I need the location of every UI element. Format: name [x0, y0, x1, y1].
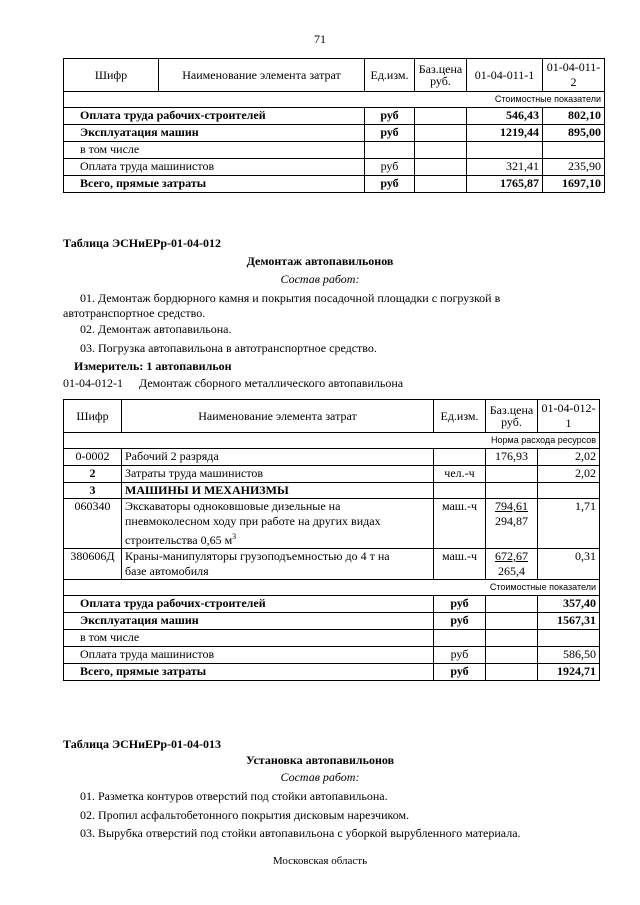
t2-header-unit: Ед.изм.	[434, 400, 486, 433]
page-footer: Московская область	[272, 855, 368, 867]
table-row: 0-0002 Рабочий 2 разряда 176,93 2,02	[64, 449, 600, 466]
table-row: Всего, прямые затраты руб 1765,87 1697,10	[64, 176, 605, 193]
table-label-013: Таблица ЭСНиЕРр-01-04-013	[63, 737, 222, 751]
t1-header-code: Шифр	[64, 59, 159, 92]
table-row: 380606Д Краны-манипуляторы грузоподъемностью до 4 т на базе автомобиля маш.-ч 672,67 265,4 0,31	[64, 549, 600, 580]
table-label-012: Таблица ЭСНиЕРр-01-04-012	[63, 236, 222, 250]
t2-subheader-cost: Стоимостные показатели	[64, 580, 600, 596]
t1-header-base-price: Баз.цена руб.	[415, 59, 467, 92]
t2-header-code: Шифр	[64, 400, 122, 433]
t1-header-name: Наименование элемента затрат	[159, 59, 365, 92]
table-row: Оплата труда машинистов руб 321,41 235,90	[64, 159, 605, 176]
table-row: 3 МАШИНЫ И МЕХАНИЗМЫ	[64, 483, 600, 499]
table1	[63, 58, 605, 193]
table-row: Оплата труда рабочих-строителей руб 357,40	[64, 596, 600, 613]
t2-header-name: Наименование элемента затрат	[122, 400, 434, 433]
table2	[63, 399, 600, 681]
work-heading-012: Состав работ:	[280, 272, 360, 286]
table-row: Всего, прямые затраты руб 1924,71	[64, 664, 600, 681]
section-title-013: Установка автопавильонов	[245, 753, 395, 767]
section-title-012: Демонтаж автопавильонов	[246, 254, 394, 268]
work-item: 02. Демонтаж автопавильона.	[80, 322, 232, 336]
table-row: в том числе	[64, 630, 600, 647]
page-number: 71	[314, 32, 326, 46]
t1-header-unit: Ед.изм.	[365, 59, 415, 92]
table-row: 2 Затраты труда машинистов чел.-ч 2,02	[64, 466, 600, 483]
work-item: 03. Погрузка автопавильона в автотранспортное средство.	[80, 341, 377, 355]
t2-subheader-norm: Норма расхода ресурсов	[64, 433, 600, 449]
t1-header-col1: 01-04-011-1	[467, 59, 543, 92]
meter-012: Измеритель: 1 автопавильон	[74, 359, 232, 373]
t2-header-col1: 01-04-012-1	[538, 400, 600, 433]
table-row: Эксплуатация машин руб 1219,44 895,00	[64, 125, 605, 142]
work-item: автотранспортное средство.	[63, 306, 206, 320]
work-item: 01. Демонтаж бордюрного камня и покрытия посадочной площадки с погрузкой в	[80, 291, 501, 305]
t1-header-col2: 01-04-011-2	[543, 59, 605, 92]
table-row: Эксплуатация машин руб 1567,31	[64, 613, 600, 630]
t2-header-base-price: Баз.цена руб.	[486, 400, 538, 433]
table-row: Оплата труда машинистов руб 586,50	[64, 647, 600, 664]
item-name-012-1: Демонтаж сборного металлического автопавильона	[139, 376, 404, 390]
work-item: 01. Разметка контуров отверстий под стойки автопавильона.	[80, 789, 388, 803]
work-heading-013: Состав работ:	[280, 770, 360, 784]
work-item: 02. Пропил асфальтобетонного покрытия дисковым нарезчиком.	[80, 808, 410, 822]
t1-subheader: Стоимостные показатели	[64, 92, 605, 108]
work-item: 03. Вырубка отверстий под стойки автопавильона с уборкой вырубленного материала.	[80, 826, 521, 840]
item-code-012-1: 01-04-012-1	[63, 376, 123, 390]
table-row: 060340 Экскаваторы одноковшовые дизельные на пневмоколесном ходу при работе на других видах строительства 0,65 $м^3$ маш.-ч 794,61 294,87 1,71	[64, 499, 600, 549]
table-row: Оплата труда рабочих-строителей руб 546,43 802,10	[64, 108, 605, 125]
table-row: в том числе	[64, 142, 605, 159]
